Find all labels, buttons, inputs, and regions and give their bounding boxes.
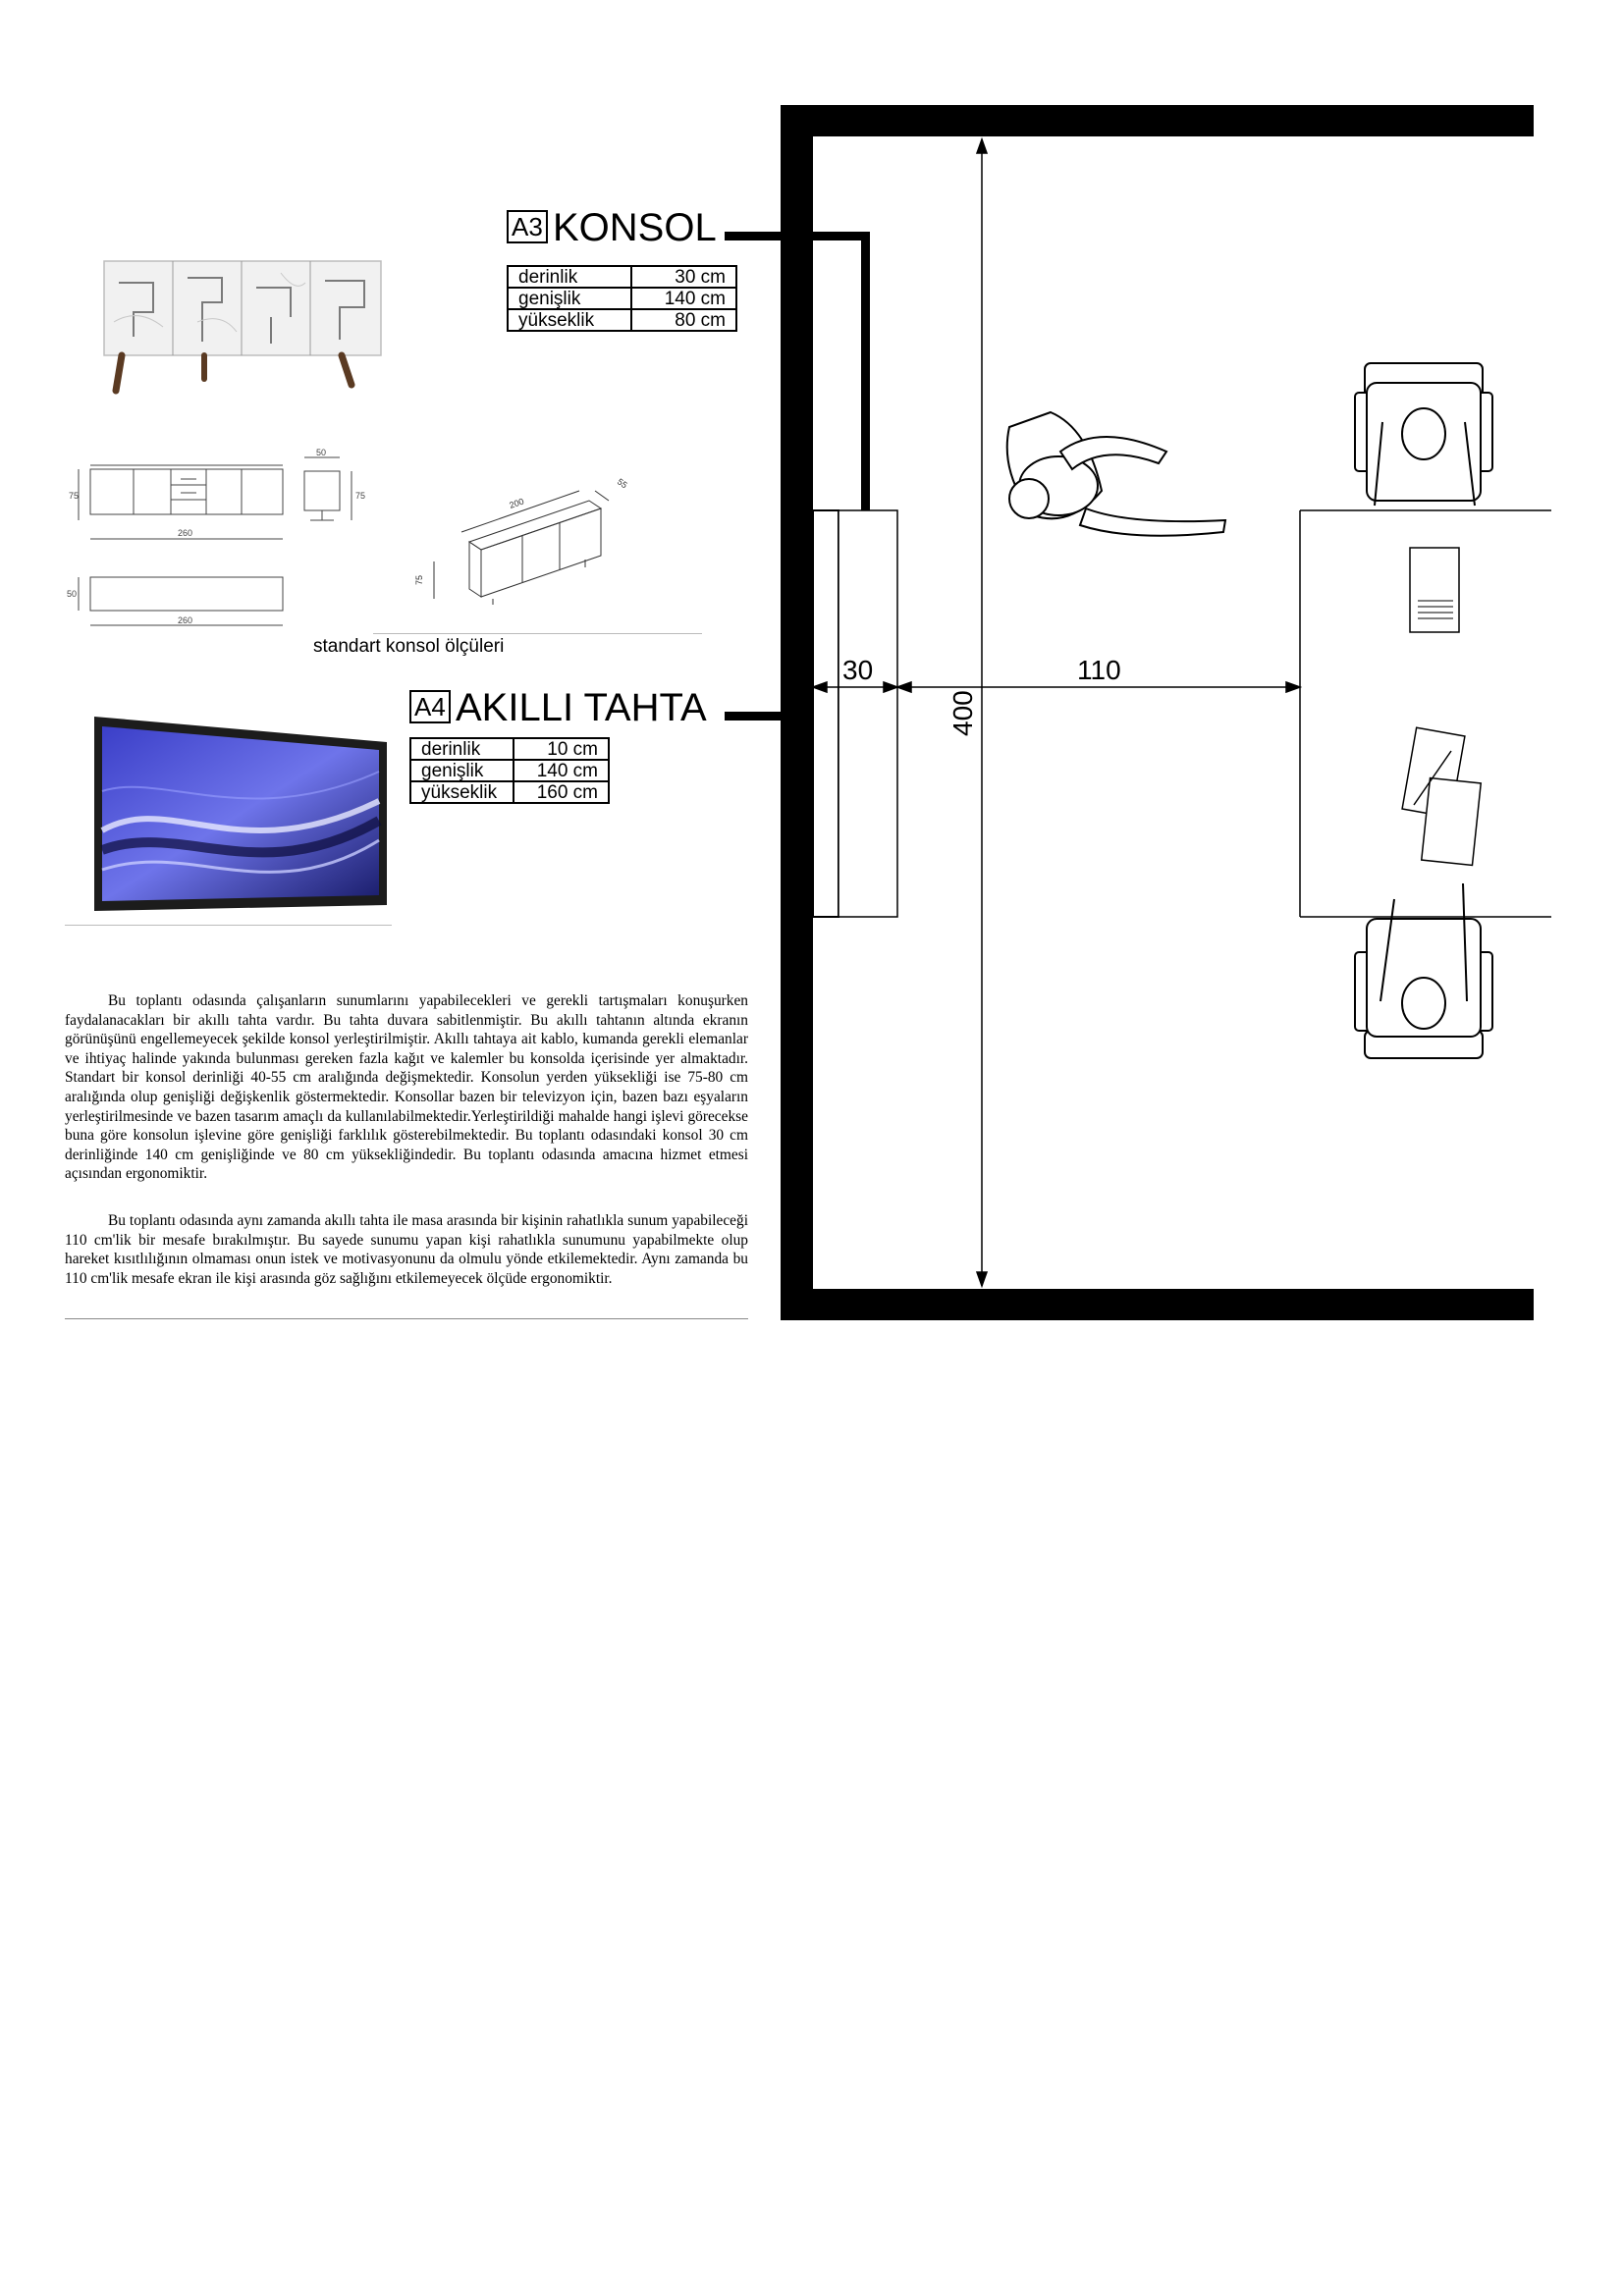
- spec-value: 30 cm: [631, 266, 736, 288]
- spec-row: [508, 288, 736, 309]
- dim-clearance: 110: [1077, 655, 1121, 685]
- konsol-code: A3: [507, 210, 548, 243]
- konsol-technical-drawing: [65, 446, 369, 630]
- dim-room-length: 400: [947, 690, 978, 736]
- wall-left: [781, 105, 813, 1320]
- iso-depth-label: 55: [615, 476, 629, 491]
- spec-row: [410, 760, 609, 781]
- spec-value: 80 cm: [631, 309, 736, 331]
- wall-bottom: [781, 1289, 1534, 1320]
- side-height-label: 75: [355, 491, 366, 501]
- konsol-isometric-drawing: [412, 457, 668, 614]
- chair-person-top: [1355, 363, 1492, 506]
- akilli-tahta-photo: [92, 713, 397, 919]
- spec-label: yükseklik: [508, 309, 631, 331]
- document-icon: [1410, 548, 1459, 632]
- photo-divider: [65, 925, 392, 926]
- akilli-tahta-plan: [813, 510, 839, 917]
- paragraph-2: Bu toplantı odasında aynı zamanda akıllı tahta ile masa arasında bir kişinin rahatlıkla sunum yapabileceği 110 cm'lik bir mesafe bırakılmıştır. Bu sayede sunumu yapan kişi rahatlıkla sunumunu yapabilmekte olup hareket kısıtlılığının olmaması onun istek ve motivasyonunu da olmulu yönde etkilemektedir. Aynı zamanda bu 110 cm'lik mesafe ekran ile kişi arasında göz sağlığını etkilemeyecek ölçüde ergonomiktir.: [65, 1212, 748, 1287]
- paragraph-1: Bu toplantı odasında çalışanların sunumlarını yapabilecekleri ve gerekli tartışmaları konuşurken faydalanacakları bir akıllı tahta vardır. Bu tahta duvara sabitlenmiştir. Bu akıllı tahtanın altında ekranın görünüşünü engellemeyecek şekilde konsol yerleştirilmiştir. Akıllı tahtaya ait kablo, kumanda gerekli elemanlar ve ihtiyaç halinde yakında bulunması gereken fazla kağıt ve kalemler bu konsolda içerisinde yer almaktadır. Standart bir konsol derinliği 40-55 cm aralığında değişmektedir. Konsolun yerden yüksekliği ise 75-80 cm aralığında olup genişliği değişkenlik göstermektedir. Konsollar bazen bir televizyon için, bazen bazı eşyaların yerleştirilmesinde ve bazen tasarım amaçlı da kullanılabilmektedir.Yerleştirildiği mahalde hangi işlevi görecekse buna göre konsolun işlevine göre genişliği farklılık gösterebilmektedir. Bu toplantı odasındaki konsol 30 cm derinliğinde 140 cm genişliğinde ve 80 cm yüksekliğindedir. Bu toplantı odasında amacına hizmet etmesi açısından ergonomiktir.: [65, 992, 748, 1183]
- konsol-caption: standart konsol ölçüleri: [313, 636, 505, 657]
- chair-person-bottom: [1355, 883, 1492, 1058]
- iso-width-label: 200: [508, 496, 525, 510]
- spec-row: [508, 266, 736, 288]
- presenter-figure: [1007, 412, 1225, 536]
- spec-row: [410, 781, 609, 803]
- wall-top: [781, 105, 1534, 136]
- top-depth-label: 50: [67, 589, 78, 599]
- tahta-code: A4: [409, 690, 451, 723]
- tahta-title: AKILLI TAHTA: [456, 686, 707, 729]
- konsol-spec-table: [507, 265, 737, 332]
- drawing-divider: [373, 633, 702, 634]
- spec-row: [508, 309, 736, 331]
- konsol-title: KONSOL: [553, 206, 717, 249]
- iso-height-label: 75: [414, 574, 424, 585]
- spec-value: 140 cm: [514, 760, 609, 781]
- side-depth-label: 50: [316, 448, 327, 457]
- spec-label: derinlik: [508, 266, 631, 288]
- spec-row: [410, 738, 609, 760]
- konsol-photo: [94, 253, 389, 400]
- top-width-label: 260: [178, 615, 193, 625]
- spec-label: genişlik: [410, 760, 514, 781]
- spec-label: genişlik: [508, 288, 631, 309]
- konsol-plan: [839, 510, 897, 917]
- paper-icon: [1422, 778, 1481, 866]
- spec-value: 140 cm: [631, 288, 736, 309]
- front-height-label: 75: [69, 491, 80, 501]
- spec-value: 160 cm: [514, 781, 609, 803]
- spec-label: yükseklik: [410, 781, 514, 803]
- spec-label: derinlik: [410, 738, 514, 760]
- tahta-spec-table: [409, 737, 610, 804]
- text-bottom-rule: [65, 1318, 748, 1319]
- dim-console-depth: 30: [842, 655, 874, 685]
- front-width-label: 260: [178, 528, 193, 538]
- floor-plan: [776, 98, 1551, 1335]
- spec-value: 10 cm: [514, 738, 609, 760]
